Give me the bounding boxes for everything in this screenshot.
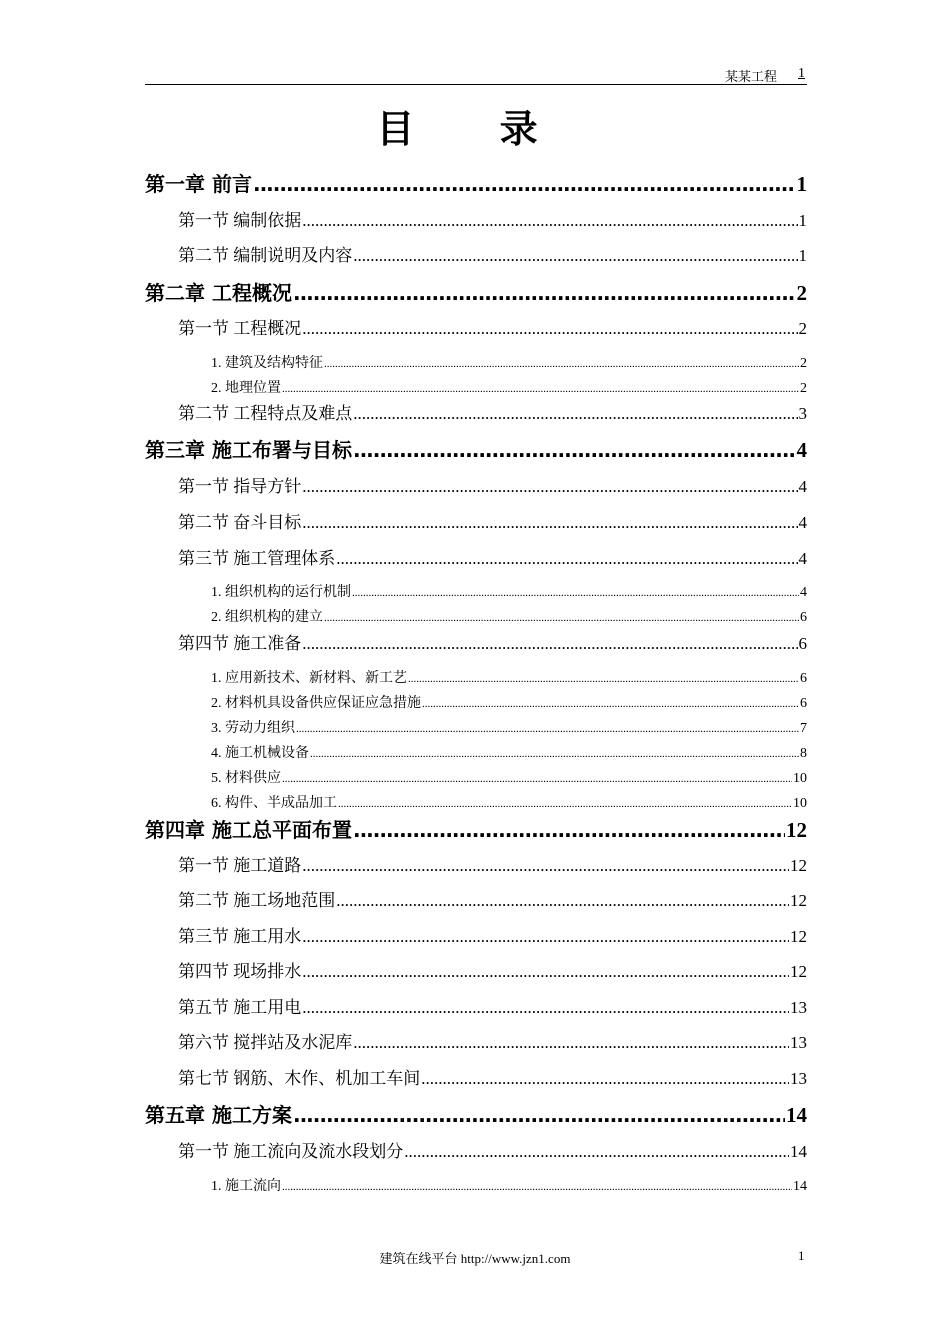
toc-entry-chapter[interactable]: [145, 434, 807, 463]
toc-entry-title: 第一节 施工道路: [178, 856, 302, 875]
toc-entry-page: 4: [798, 549, 807, 568]
toc-entry-section[interactable]: [178, 1028, 807, 1053]
toc-entry-page: 4: [798, 477, 807, 496]
toc-entry-title: 1. 施工流向: [211, 1179, 281, 1194]
toc-entry-page: 2: [800, 356, 807, 371]
toc-entry-item[interactable]: [211, 717, 807, 737]
toc-dot-leader: [336, 549, 797, 569]
toc-dot-leader: [353, 246, 797, 266]
toc-dot-leader: [408, 673, 799, 685]
toc-entry-title: 第四节 施工准备: [178, 634, 302, 653]
toc-entry-section[interactable]: [178, 508, 807, 533]
toc-entry-page: 12: [790, 856, 807, 875]
toc-entry-title: 1. 应用新技术、新材料、新工艺: [211, 671, 407, 686]
toc-entry-section[interactable]: [178, 206, 807, 231]
toc-entry-item[interactable]: [211, 581, 807, 601]
toc-entry-page: 4: [796, 438, 807, 462]
toc-entry-title: 4. 施工机械设备: [211, 746, 309, 761]
toc-dot-leader: [282, 383, 799, 395]
toc-entry-title: 5. 材料供应: [211, 771, 281, 786]
toc-dot-leader: [302, 856, 789, 876]
toc-entry-section[interactable]: [178, 472, 807, 497]
toc-dot-leader: [302, 513, 797, 533]
toc-entry-page: 10: [793, 771, 807, 786]
toc-entry-title: 第一节 施工流向及流水段划分: [178, 1142, 404, 1161]
toc-dot-leader: [422, 698, 799, 710]
toc-entry-title: 第一章 前言: [145, 172, 252, 196]
toc-entry-title: 2. 材料机具设备供应保证应急措施: [211, 696, 421, 711]
toc-entry-item[interactable]: [211, 667, 807, 687]
toc-entry-item[interactable]: [211, 692, 807, 712]
toc-entry-page: 6: [800, 671, 807, 686]
toc-entry-item[interactable]: [211, 377, 807, 397]
toc-dot-leader: [282, 773, 792, 785]
toc-entry-page: 6: [800, 696, 807, 711]
toc-dot-leader: [324, 358, 799, 370]
toc-dot-leader: [353, 438, 796, 462]
toc-entry-title: 第一节 指导方针: [178, 477, 302, 496]
toc-dot-leader: [302, 998, 789, 1018]
toc-entry-item[interactable]: [211, 606, 807, 626]
page-header: [145, 64, 807, 85]
toc-dot-leader: [338, 798, 792, 810]
toc-entry-title: 6. 构件、半成品加工: [211, 796, 337, 811]
toc-dot-leader: [421, 1069, 789, 1089]
toc-dot-leader: [302, 962, 789, 982]
footer-text: 建筑在线平台 http://www.jzn1.com: [379, 1251, 571, 1266]
toc-dot-leader: [302, 211, 797, 231]
toc-entry-page: 1: [798, 211, 807, 230]
toc-entry-page: 1: [796, 172, 807, 196]
toc-dot-leader: [310, 748, 799, 760]
toc-entry-item[interactable]: [211, 1175, 807, 1195]
toc-entry-page: 12: [790, 962, 807, 981]
toc-entry-section[interactable]: [178, 544, 807, 569]
toc-dot-leader: [293, 281, 796, 305]
toc-entry-title: 第二节 施工场地范围: [178, 891, 336, 910]
toc-entry-section[interactable]: [178, 993, 807, 1018]
toc-entry-page: 7: [800, 721, 807, 736]
toc-entry-title: 第一节 编制依据: [178, 211, 302, 230]
toc-entry-section[interactable]: [178, 629, 807, 654]
toc-entry-page: 1: [798, 246, 807, 265]
toc-entry-page: 4: [800, 585, 807, 600]
toc-entry-section[interactable]: [178, 1064, 807, 1089]
toc-entry-page: 8: [800, 746, 807, 761]
toc-entry-title: 第四章 施工总平面布置: [145, 818, 352, 842]
toc-entry-page: 14: [790, 1142, 807, 1161]
toc-entry-page: 2: [796, 281, 807, 305]
toc-entry-title: 1. 组织机构的运行机制: [211, 585, 351, 600]
toc-entry-title: 2. 组织机构的建立: [211, 610, 323, 625]
toc-dot-leader: [353, 1033, 789, 1053]
toc-entry-page: 14: [793, 1179, 807, 1194]
toc-entry-title: 第三章 施工布署与目标: [145, 438, 352, 462]
toc-entry-chapter[interactable]: [145, 168, 807, 197]
toc-entry-chapter[interactable]: [145, 1099, 807, 1128]
toc-entry-page: 14: [786, 1103, 807, 1127]
toc-entry-section[interactable]: [178, 314, 807, 339]
toc-entry-section[interactable]: [178, 399, 807, 424]
toc-entry-item[interactable]: [211, 792, 807, 812]
toc-entry-title: 第二节 编制说明及内容: [178, 246, 353, 265]
toc-entry-item[interactable]: [211, 352, 807, 372]
toc-entry-title: 3. 劳动力组织: [211, 721, 295, 736]
footer-page-number: 1: [798, 1248, 805, 1263]
toc-entry-title: 第六节 搅拌站及水泥库: [178, 1033, 353, 1052]
toc-entry-title: 第四节 现场排水: [178, 962, 302, 981]
toc-dot-leader: [253, 172, 796, 196]
toc-entry-page: 10: [793, 796, 807, 811]
toc-entry-section[interactable]: [178, 851, 807, 876]
toc-entry-page: 3: [798, 404, 807, 423]
toc-entry-item[interactable]: [211, 742, 807, 762]
toc-dot-leader: [282, 1181, 792, 1193]
toc-dot-leader: [324, 612, 799, 624]
toc-entry-page: 13: [790, 1069, 807, 1088]
toc-entry-title: 第二节 奋斗目标: [178, 513, 302, 532]
header-project-name: 某某工程: [724, 69, 777, 84]
toc-dot-leader: [302, 319, 797, 339]
toc-entry-title: 1. 建筑及结构特征: [211, 356, 323, 371]
toc-entry-section[interactable]: [178, 241, 807, 266]
toc-entry-page: 12: [786, 818, 807, 842]
toc-entry-page: 12: [790, 891, 807, 910]
toc-entry-page: 6: [798, 634, 807, 653]
toc-dot-leader: [302, 634, 797, 654]
toc-entry-title: 2. 地理位置: [211, 381, 281, 396]
toc-entry-section[interactable]: [178, 886, 807, 911]
toc-entry-title: 第五节 施工用电: [178, 998, 302, 1017]
toc-entry-chapter[interactable]: [145, 277, 807, 306]
toc-entry-title: 第一节 工程概况: [178, 319, 302, 338]
toc-entry-title: 第二节 工程特点及难点: [178, 404, 353, 423]
toc-entry-page: 2: [800, 381, 807, 396]
toc-entry-page: 2: [798, 319, 807, 338]
toc-entry-item[interactable]: [211, 767, 807, 787]
toc-entry-page: 4: [798, 513, 807, 532]
toc-entry-page: 13: [790, 1033, 807, 1052]
toc-entry-title: 第七节 钢筋、木作、机加工车间: [178, 1069, 421, 1088]
toc-dot-leader: [302, 477, 797, 497]
toc-title: 目 录: [376, 107, 574, 151]
toc-entry-page: 6: [800, 610, 807, 625]
toc-entry-title: 第三节 施工管理体系: [178, 549, 336, 568]
toc-entry-page: 13: [790, 998, 807, 1017]
toc-entry-title: 第五章 施工方案: [145, 1103, 292, 1127]
toc-entry-section[interactable]: [178, 957, 807, 982]
toc-entry-page: 12: [790, 927, 807, 946]
toc-entry-section[interactable]: [178, 1137, 807, 1162]
header-page-number: 1: [798, 66, 805, 81]
toc-dot-leader: [336, 891, 789, 911]
toc-entry-title: 第二章 工程概况: [145, 281, 292, 305]
toc-dot-leader: [353, 404, 797, 424]
toc-dot-leader: [352, 587, 799, 599]
toc-entry-title: 第三节 施工用水: [178, 927, 302, 946]
toc-dot-leader: [293, 1103, 785, 1127]
toc-dot-leader: [404, 1142, 789, 1162]
toc-dot-leader: [353, 818, 785, 842]
toc-entry-section[interactable]: [178, 922, 807, 947]
toc-dot-leader: [296, 723, 799, 735]
toc-entry-chapter[interactable]: [145, 814, 807, 843]
toc-dot-leader: [302, 927, 789, 947]
